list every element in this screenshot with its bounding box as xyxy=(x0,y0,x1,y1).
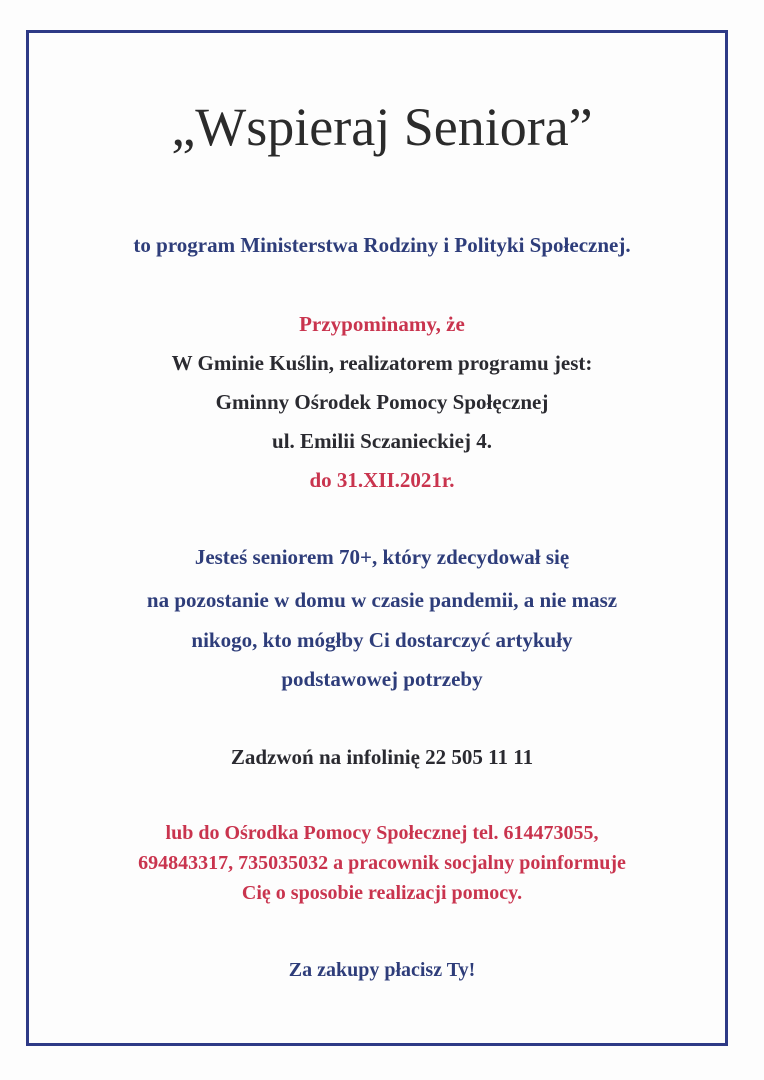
program-end-date: do 31.XII.2021r. xyxy=(309,468,455,492)
intro-text: to program Ministerstwa Rodziny i Polityki Społecznej. xyxy=(133,233,631,257)
reminder-line-1: W Gminie Kuślin, realizatorem programu jest: xyxy=(171,351,593,375)
reminder-line-2: Gminny Ośrodek Pomocy Społęcznej xyxy=(215,390,549,414)
reminder-heading: Przypominamy, że xyxy=(299,312,465,336)
reminder-line-3: ul. Emilii Sczanieckiej 4. xyxy=(272,429,492,453)
senior-line-2: na pozostanie w domu w czasie pandemii, a nie masz xyxy=(146,588,618,612)
poster-title: „Wspieraj Seniora” xyxy=(171,97,593,157)
center-line-3: Cię o sposobie realizacji pomocy. xyxy=(241,882,523,904)
center-line-2: 694843317, 735035032 a pracownik socjalny poinformuje xyxy=(138,852,626,874)
infoline-text: Zadzwoń na infolinię 22 505 11 11 xyxy=(230,745,534,769)
senior-line-3: nikogo, kto mógłby Ci dostarczyć artykuły xyxy=(191,628,573,652)
center-line-1: lub do Ośrodka Pomocy Społecznej tel. 614473055, xyxy=(165,822,599,844)
closing-text: Za zakupy płacisz Ty! xyxy=(288,959,476,981)
senior-line-4: podstawowej potrzeby xyxy=(281,667,483,691)
senior-line-1: Jesteś seniorem 70+, który zdecydował się xyxy=(194,545,570,569)
